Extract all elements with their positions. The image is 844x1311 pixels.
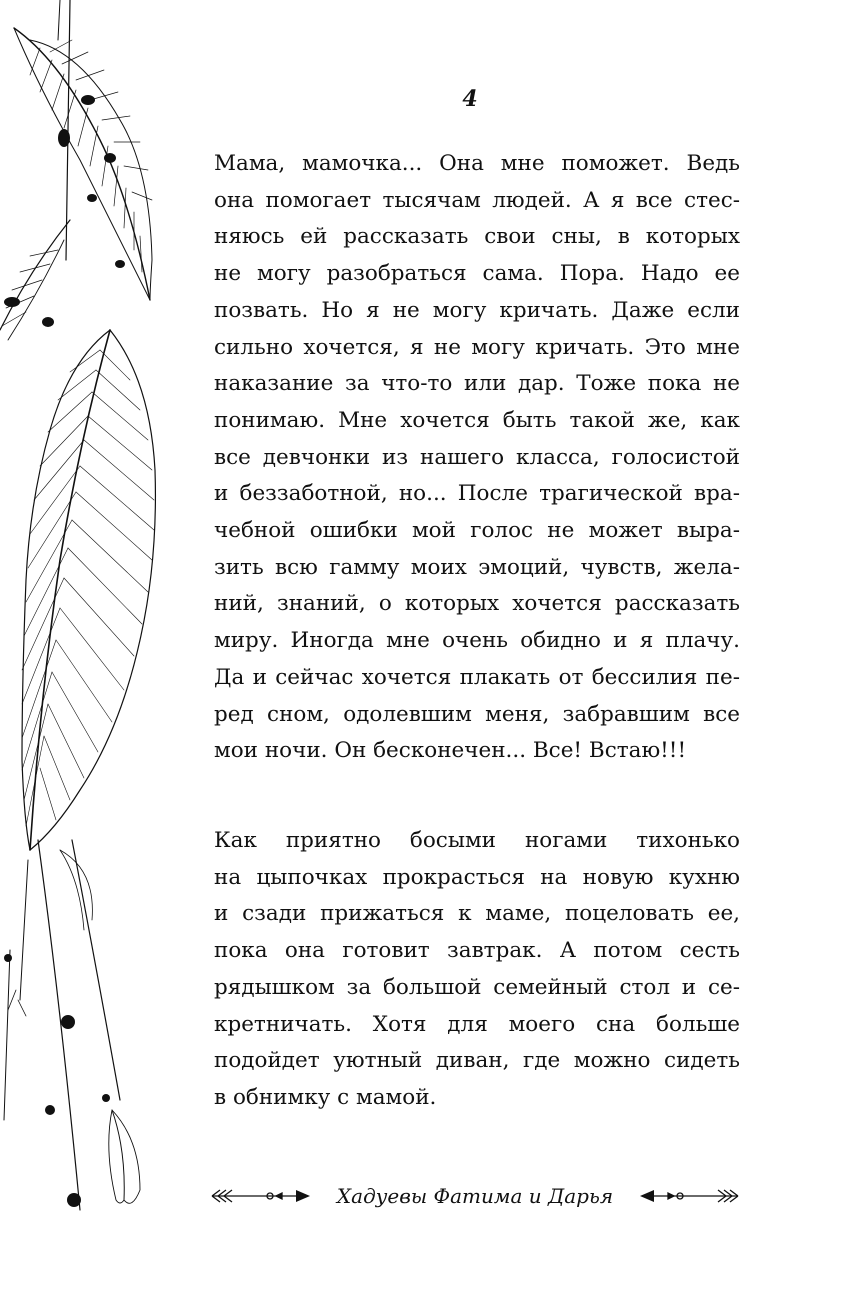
text-line: она помогает тысячам людей. А я все стес-	[214, 187, 740, 213]
text-line: понимаю. Мне хочется быть такой же, как	[214, 407, 740, 433]
page-footer	[210, 1180, 740, 1212]
text-line: зить всю гамму моих эмоций, чувств, жела-	[214, 554, 740, 580]
text-line: няюсь ей рассказать свои сны, в которых	[214, 224, 740, 250]
text-line: Как приятно босыми ногами тихонько	[214, 828, 740, 853]
page-number: 4	[462, 86, 478, 112]
text-line: Да и сейчас хочется плакать от бессилия пе-	[214, 664, 740, 690]
paragraph-2	[214, 823, 740, 1117]
text-line: чебной ошибки мой голос не может выра-	[214, 518, 740, 544]
footer-author: Хадуевы Фатима и Дарья	[336, 1184, 614, 1208]
text-line: ний, знаний, о которых хочется рассказать	[214, 591, 740, 617]
feather-illustration-icon	[0, 0, 200, 1311]
text-line: на цыпочках прокрасться на новую кухню	[214, 864, 740, 890]
text-line: наказание за что-то или дар. Тоже пока не	[214, 371, 740, 397]
text-line: ред сном, одолевшим меня, забравшим все	[214, 701, 740, 727]
text-line: пока она готовит завтрак. А потом сесть	[214, 938, 740, 964]
text-line: кретничать. Хотя для моего сна больше	[214, 1011, 740, 1037]
arrow-ornament-left-icon	[210, 1184, 314, 1208]
paragraph-1	[214, 146, 740, 770]
text-line: подойдет уютный диван, где можно сидеть	[214, 1048, 740, 1074]
text-line: мои ночи. Он бесконечен... Все! Встаю!!!	[214, 738, 687, 764]
text-line: и сзади прижаться к маме, поцеловать ее,	[214, 901, 740, 927]
arrow-ornament-right-icon	[636, 1184, 740, 1208]
text-line: сильно хочется, я не могу кричать. Это мне	[214, 334, 740, 360]
text-line: миру. Иногда мне очень обидно и я плачу.	[214, 628, 740, 654]
text-line: не могу разобраться сама. Пора. Надо ее	[214, 261, 740, 287]
text-line: Мама, мамочка... Она мне поможет. Ведь	[214, 151, 740, 176]
text-line: все девчонки из нашего класса, голосистой	[214, 444, 740, 470]
text-line: позвать. Но я не могу кричать. Даже если	[214, 297, 740, 323]
text-line: и беззаботной, но... После трагической вра-	[214, 481, 740, 507]
text-line: в обнимку с мамой.	[214, 1084, 437, 1110]
text-line: рядышком за большой семейный стол и се-	[214, 974, 740, 1000]
